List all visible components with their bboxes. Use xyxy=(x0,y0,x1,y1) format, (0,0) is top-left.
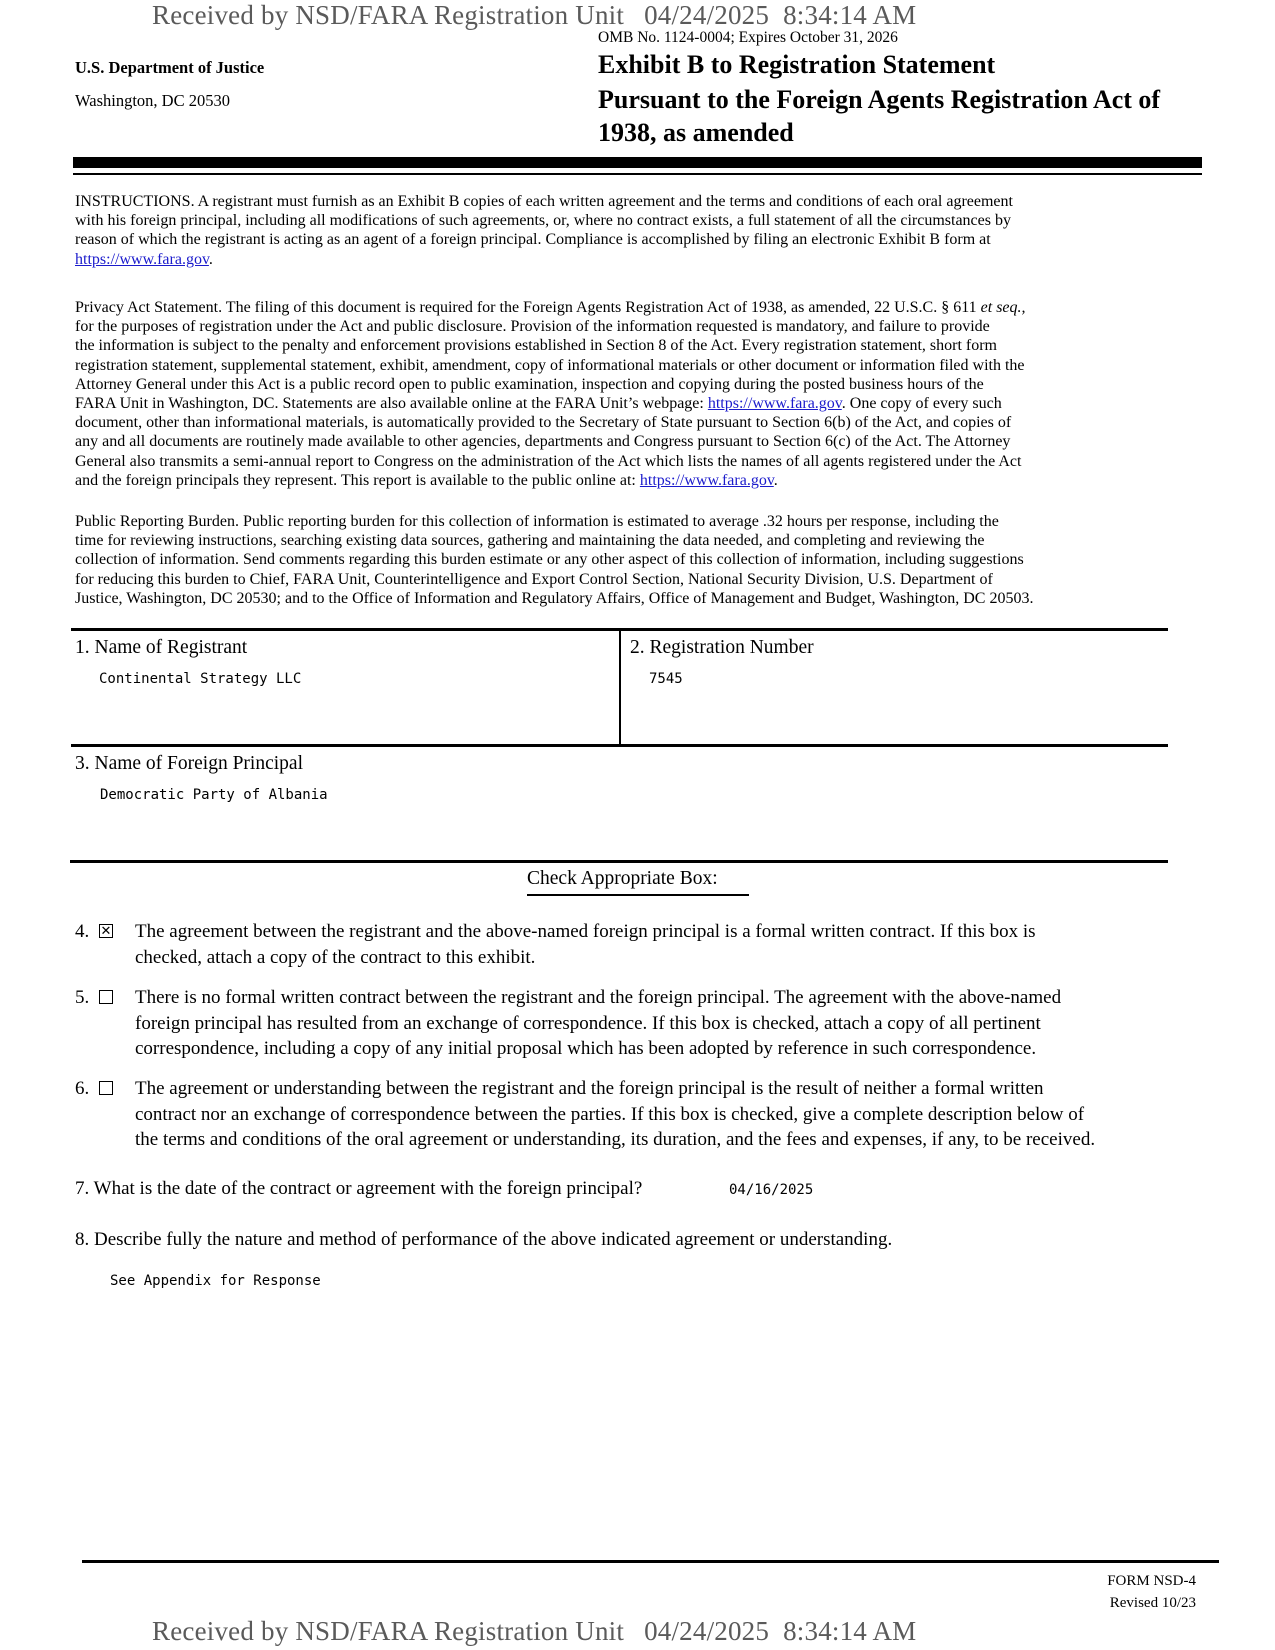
burden-line: Justice, Washington, DC 20530; and to the Office of Information and Regulatory Affairs, Office of Management and Budget, Washington, DC 20503. xyxy=(75,589,1034,607)
item-text-line: The agreement between the registrant and the above-named foreign principal is a formal written contract. If this box is xyxy=(135,921,1036,942)
instructions-line: INSTRUCTIONS. A registrant must furnish as an Exhibit B copies of each written agreement and the terms and conditions of each oral agreement xyxy=(75,193,1013,210)
privacy-line: registration statement, supplemental statement, exhibit, amendment, copy of informational materials or other document or information filed with the xyxy=(75,356,1025,374)
form-revision: Revised 10/23 xyxy=(1109,1595,1196,1611)
item-text-line: contract nor an exchange of correspondence between the parties. If this box is checked, give a complete description below of xyxy=(135,1103,1085,1125)
check-box-heading-underline xyxy=(527,894,749,896)
privacy-line: and the foreign principals they represent. This report is available to the public online at: xyxy=(75,471,640,489)
item-text-line: The agreement or understanding between the registrant and the foreign principal is the result of neither a formal written xyxy=(135,1078,1044,1099)
registration-number-value[interactable]: 7545 xyxy=(649,671,683,687)
stamp-label: Received by NSD/FARA Registration Unit xyxy=(152,0,625,30)
item-text-line: foreign principal has resulted from an exchange of correspondence. If this box is checked, attach a copy of all pertinent xyxy=(135,1012,1041,1034)
registration-number-label: 2. Registration Number xyxy=(630,637,814,658)
registrant-name-value[interactable]: Continental Strategy LLC xyxy=(99,671,302,687)
item-number: 4. xyxy=(75,921,90,942)
stamp-time: 8:34:14 AM xyxy=(783,0,917,30)
stamp-time: 8:34:14 AM xyxy=(783,1616,917,1646)
item-number: 5. xyxy=(75,987,90,1008)
privacy-line: . One copy of every such xyxy=(841,395,1002,413)
punctuation: . xyxy=(773,471,778,489)
agreement-option-correspondence xyxy=(75,985,1195,1063)
form-title-line-1: Exhibit B to Registration Statement xyxy=(598,50,996,79)
burden-line: collection of information. Send comments regarding this burden estimate or any other aspect of this collection of information, including suggestions xyxy=(75,551,1024,569)
contract-date-value[interactable]: 04/16/2025 xyxy=(729,1182,814,1198)
omb-number: OMB No. 1124-0004; Expires October 31, 2026 xyxy=(598,29,898,46)
burden-line: for reducing this burden to Chief, FARA Unit, Counterintelligence and Export Control Section, National Security Division, U.S. Department of xyxy=(75,570,993,588)
check-box-heading: Check Appropriate Box: xyxy=(527,868,718,889)
foreign-principal-value[interactable]: Democratic Party of Albania xyxy=(100,787,328,803)
footer-rule xyxy=(82,1560,1219,1563)
instructions-paragraph xyxy=(75,192,1013,269)
privacy-line: document, other than informational materials, is automatically provided to the Secretary of State pursuant to Section 6(b) of the Act, and copies of xyxy=(75,414,1012,432)
stamp-date: 04/24/2025 xyxy=(644,0,770,30)
form-title-line-3: 1938, as amended xyxy=(598,118,794,147)
burden-line: Public Reporting Burden. Public reporting burden for this collection of information is estimated to average .32 hours per response, including the xyxy=(75,513,999,530)
privacy-line: the information is subject to the penalty and enforcement provisions established in Section 8 of the Act. Every registration statement, short form xyxy=(75,337,997,355)
header-thin-divider xyxy=(73,173,1202,175)
stamp-label: Received by NSD/FARA Registration Unit xyxy=(152,1616,625,1646)
checkbox-x-icon: ✕ xyxy=(100,924,112,939)
performance-description-value[interactable]: See Appendix for Response xyxy=(110,1273,321,1289)
stamp-date: 04/24/2025 xyxy=(644,1616,770,1646)
table-bottom-rule xyxy=(70,860,1168,863)
correspondence-checkbox[interactable] xyxy=(99,990,113,1004)
instructions-line: with his foreign principal, including all modifications of such agreements, or, where no contract exists, a full statement of all the circumstances by xyxy=(75,212,1011,230)
registrant-name-label: 1. Name of Registrant xyxy=(75,637,248,658)
oral-agreement-checkbox[interactable] xyxy=(99,1081,113,1095)
et-seq-italic: et seq., xyxy=(980,299,1026,316)
header-thick-divider xyxy=(73,157,1202,168)
fara-link-report[interactable]: https://www.fara.gov xyxy=(639,471,774,489)
fara-link-instructions[interactable]: https://www.fara.gov xyxy=(75,250,209,268)
instructions-line: reason of which the registrant is acting as an agent of a foreign principal. Compliance is accomplished by filing an electronic Exhibit B form at xyxy=(75,231,991,249)
fara-link-privacy[interactable]: https://www.fara.gov xyxy=(707,395,842,413)
privacy-line: Privacy Act Statement. The filing of this document is required for the Foreign Agents Registration Act of 1938, as amended, 22 U.S.C. § 611 xyxy=(75,299,981,316)
department-address: Washington, DC 20530 xyxy=(75,91,230,110)
written-contract-checkbox[interactable] xyxy=(99,924,113,938)
privacy-act-paragraph xyxy=(75,298,1026,490)
item-number: 6. xyxy=(75,1078,90,1099)
department-name: U.S. Department of Justice xyxy=(75,58,265,77)
item-text-line: the terms and conditions of the oral agreement or understanding, its duration, and the fees and expenses, if any, to be received. xyxy=(135,1129,1096,1150)
table-column-divider xyxy=(619,630,621,746)
privacy-line: FARA Unit in Washington, DC. Statements are also available online at the FARA Unit’s webpage: xyxy=(75,395,708,413)
privacy-line: General also transmits a semi-annual report to Congress on the administration of the Act which lists the names of all agents registered under the Act xyxy=(75,452,1022,470)
item-text-line: There is no formal written contract between the registrant and the foreign principal. The agreement with the above-named xyxy=(135,987,1062,1008)
received-stamp-top xyxy=(152,0,916,31)
agreement-option-oral xyxy=(75,1076,1195,1154)
table-middle-rule xyxy=(71,744,1168,747)
burden-line: time for reviewing instructions, searching existing data sources, gathering and maintaining the data needed, and completing and reviewing the xyxy=(75,532,985,550)
privacy-line: Attorney General under this Act is a public record open to public examination, inspection and copying during the posted business hours of the xyxy=(75,375,984,393)
form-id: FORM NSD-4 xyxy=(1107,1573,1196,1589)
punctuation: . xyxy=(208,250,213,268)
privacy-line: any and all documents are routinely made available to other agencies, departments and Congress pursuant to Section 6(c) of the Act. The Attorney xyxy=(75,433,1011,451)
reporting-burden-paragraph xyxy=(75,512,1033,608)
performance-description-label: 8. Describe fully the nature and method of performance of the above indicated agreement or understanding. xyxy=(75,1229,893,1250)
received-stamp-bottom xyxy=(152,1616,916,1647)
form-number xyxy=(1107,1570,1196,1614)
agreement-option-written-contract xyxy=(75,919,1195,971)
item-text-line: correspondence, including a copy of any initial proposal which has been adopted by reference in such correspondence. xyxy=(135,1038,1037,1059)
form-title-line-2: Pursuant to the Foreign Agents Registration Act of xyxy=(598,85,1161,114)
item-text-line: checked, attach a copy of the contract to this exhibit. xyxy=(135,946,536,968)
privacy-line: for the purposes of registration under the Act and public disclosure. Provision of the information requested is mandatory, and failure to provide xyxy=(75,318,990,336)
foreign-principal-label: 3. Name of Foreign Principal xyxy=(75,753,303,774)
contract-date-label: 7. What is the date of the contract or agreement with the foreign principal? xyxy=(75,1178,643,1199)
